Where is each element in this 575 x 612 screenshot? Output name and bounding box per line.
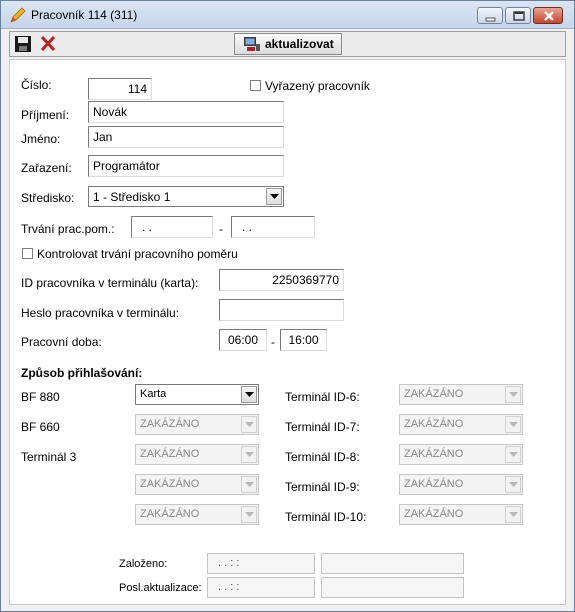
stredisko-dropdown-button[interactable] <box>266 188 282 205</box>
login-right-dropdown-button[interactable] <box>505 386 521 403</box>
login-left-select[interactable] <box>135 384 259 405</box>
login-right-select[interactable] <box>399 414 523 435</box>
login-left-select[interactable] <box>135 474 259 495</box>
close-icon <box>534 8 564 25</box>
login-right-value: ZAKÁZÁNO <box>404 418 464 430</box>
toolbar <box>9 31 566 57</box>
login-right-label: Terminál ID-10: <box>285 510 367 524</box>
update-button-label: aktualizovat <box>265 37 334 51</box>
login-right-dropdown-button[interactable] <box>505 446 521 463</box>
login-left-dropdown-button[interactable] <box>241 506 257 523</box>
trvani-separator: - <box>219 222 223 236</box>
chevron-down-icon <box>245 512 254 517</box>
prijmeni-label: Příjmení: <box>21 108 70 122</box>
zalozeno-user-field <box>321 553 464 574</box>
login-right-select[interactable] <box>399 444 523 465</box>
doba-to-field[interactable]: 16:00 <box>280 329 327 351</box>
heslo-label: Heslo pracovníka v terminálu: <box>21 306 180 320</box>
login-left-label: Terminál 3 <box>21 450 77 464</box>
login-left-label: BF 660 <box>21 420 60 434</box>
cislo-field[interactable]: 114 <box>88 78 152 100</box>
trvani-from-field[interactable]: . . <box>131 216 213 238</box>
chevron-down-icon <box>245 452 254 457</box>
computer-icon <box>243 36 261 52</box>
login-left-select[interactable] <box>135 504 259 525</box>
login-right-value: ZAKÁZÁNO <box>404 508 464 520</box>
login-left-value: ZAKÁZÁNO <box>140 508 200 520</box>
chevron-down-icon <box>509 392 518 397</box>
close-window-button[interactable] <box>533 7 563 24</box>
trvani-to-field[interactable]: . . <box>231 216 315 238</box>
login-left-select[interactable] <box>135 444 259 465</box>
login-left-dropdown-button[interactable] <box>241 386 257 403</box>
maximize-button[interactable] <box>505 7 531 24</box>
vyrazeny-checkbox[interactable] <box>250 80 261 91</box>
login-right-dropdown-button[interactable] <box>505 506 521 523</box>
zarazeni-field[interactable]: Programátor <box>88 155 284 177</box>
login-left-value: ZAKÁZÁNO <box>140 418 200 430</box>
login-left-value: Karta <box>140 388 167 400</box>
jmeno-label: Jméno: <box>21 132 61 146</box>
login-left-dropdown-button[interactable] <box>241 476 257 493</box>
login-left-value: ZAKÁZÁNO <box>140 478 200 490</box>
login-right-value: ZAKÁZÁNO <box>404 388 464 400</box>
terminal-id-label: ID pracovníka v terminálu (karta): <box>21 276 199 290</box>
x-icon <box>38 34 59 54</box>
chevron-down-icon <box>509 512 518 517</box>
chevron-down-icon <box>270 194 279 199</box>
aktualizace-date-field: . . : : <box>207 577 315 598</box>
login-right-dropdown-button[interactable] <box>505 476 521 493</box>
login-left-value: ZAKÁZÁNO <box>140 448 200 460</box>
login-left-dropdown-button[interactable] <box>241 446 257 463</box>
trvani-label: Trvání prac.pom.: <box>21 222 115 236</box>
prijmeni-field[interactable]: Novák <box>88 101 284 123</box>
chevron-down-icon <box>509 422 518 427</box>
zalozeno-date-field: . . : : <box>207 553 315 574</box>
pencil-icon <box>9 6 27 24</box>
jmeno-field[interactable]: Jan <box>88 126 284 148</box>
kontrolovat-checkbox[interactable] <box>22 248 33 259</box>
maximize-icon <box>506 8 532 25</box>
chevron-down-icon <box>245 392 254 397</box>
pracovni-doba-label: Pracovní doba: <box>21 335 102 349</box>
login-left-label: BF 880 <box>21 390 60 404</box>
login-right-select[interactable] <box>399 474 523 495</box>
heslo-field[interactable] <box>219 299 344 321</box>
cislo-label: Číslo: <box>21 78 52 92</box>
login-right-value: ZAKÁZÁNO <box>404 478 464 490</box>
zalozeno-label: Založeno: <box>119 558 168 570</box>
doba-from-field[interactable]: 06:00 <box>219 329 267 351</box>
aktualizace-label: Posl.aktualizace: <box>119 582 202 594</box>
login-right-select[interactable] <box>399 504 523 525</box>
vyrazeny-label: Vyřazený pracovník <box>265 79 370 93</box>
login-right-label: Terminál ID-7: <box>285 420 360 434</box>
login-right-label: Terminál ID-8: <box>285 450 360 464</box>
login-right-label: Terminál ID-9: <box>285 480 360 494</box>
login-right-dropdown-button[interactable] <box>505 416 521 433</box>
terminal-id-field[interactable]: 2250369770 <box>219 269 344 291</box>
stredisko-select[interactable] <box>88 186 284 207</box>
aktualizace-user-field <box>321 577 464 598</box>
kontrolovat-label: Kontrolovat trvání pracovního poměru <box>37 247 238 261</box>
save-icon <box>13 34 34 54</box>
login-right-label: Terminál ID-6: <box>285 390 360 404</box>
login-right-value: ZAKÁZÁNO <box>404 448 464 460</box>
chevron-down-icon <box>509 452 518 457</box>
save-button[interactable] <box>13 34 34 54</box>
update-button[interactable] <box>234 33 342 55</box>
minimize-button[interactable] <box>477 7 503 24</box>
chevron-down-icon <box>509 482 518 487</box>
zarazeni-label: Zařazení: <box>21 161 72 175</box>
chevron-down-icon <box>245 422 254 427</box>
stredisko-value: 1 - Středisko 1 <box>93 190 171 204</box>
window-title: Pracovník 114 (311) <box>31 8 138 22</box>
login-method-heading: Způsob přihlašování: <box>21 366 143 380</box>
stredisko-label: Středisko: <box>21 191 75 205</box>
login-right-select[interactable] <box>399 384 523 405</box>
login-left-dropdown-button[interactable] <box>241 416 257 433</box>
login-left-select[interactable] <box>135 414 259 435</box>
minimize-icon <box>478 8 504 25</box>
chevron-down-icon <box>245 482 254 487</box>
title-bar[interactable] <box>1 1 574 29</box>
doba-separator: - <box>271 335 275 349</box>
cancel-button[interactable] <box>38 34 59 54</box>
